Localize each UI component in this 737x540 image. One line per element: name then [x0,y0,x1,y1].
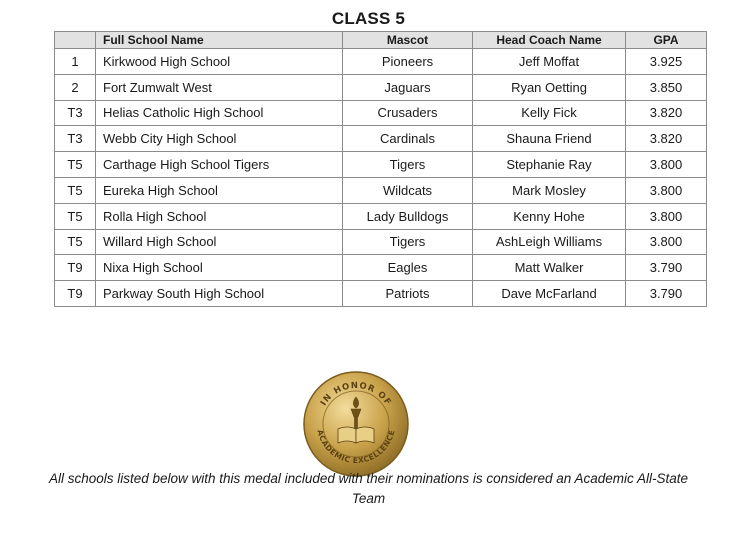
coach-cell: AshLeigh Williams [473,229,626,255]
rank-cell: 2 [55,74,96,100]
rank-cell: T9 [55,255,96,281]
rank-cell: T5 [55,203,96,229]
gpa-cell: 3.820 [626,100,707,126]
table-row [55,177,707,203]
mascot-cell: Lady Bulldogs [343,203,473,229]
rank-cell: T5 [55,152,96,178]
table-row [55,152,707,178]
coach-cell: Jeff Moffat [473,49,626,75]
mascot-cell: Jaguars [343,74,473,100]
mascot-cell: Tigers [343,152,473,178]
table-row [55,255,707,281]
rank-cell: T3 [55,100,96,126]
table-row [55,100,707,126]
school-cell: Carthage High School Tigers [96,152,343,178]
mascot-cell: Cardinals [343,126,473,152]
table-row [55,281,707,307]
school-cell: Kirkwood High School [96,49,343,75]
gpa-cell: 3.790 [626,255,707,281]
gpa-cell: 3.820 [626,126,707,152]
caption-line-2: Team [351,491,386,506]
medal-bottom-text: ACADEMIC EXCELLENCE [315,428,397,466]
coach-cell: Mark Mosley [473,177,626,203]
gpa-cell: 3.790 [626,281,707,307]
header-mascot: Mascot [343,32,473,49]
coach-cell: Shauna Friend [473,126,626,152]
gpa-cell: 3.800 [626,229,707,255]
rank-cell: T5 [55,229,96,255]
school-cell: Willard High School [96,229,343,255]
school-cell: Fort Zumwalt West [96,74,343,100]
mascot-cell: Patriots [343,281,473,307]
coach-cell: Stephanie Ray [473,152,626,178]
page-title: CLASS 5 [331,9,406,28]
school-cell: Eureka High School [96,177,343,203]
gpa-cell: 3.800 [626,152,707,178]
mascot-cell: Crusaders [343,100,473,126]
table-header-row [55,32,707,49]
table-row [55,126,707,152]
mascot-cell: Tigers [343,229,473,255]
table-row [55,49,707,75]
rank-cell: T3 [55,126,96,152]
header-gpa: GPA [626,32,707,49]
table-row [55,74,707,100]
gpa-cell: 3.800 [626,177,707,203]
coach-cell: Dave McFarland [473,281,626,307]
medal-caption [0,469,737,509]
school-cell: Helias Catholic High School [96,100,343,126]
school-cell: Rolla High School [96,203,343,229]
header-coach: Head Coach Name [473,32,626,49]
mascot-cell: Eagles [343,255,473,281]
rankings-table [54,31,707,307]
mascot-cell: Wildcats [343,177,473,203]
coach-cell: Kenny Hohe [473,203,626,229]
table-row [55,229,707,255]
gpa-cell: 3.800 [626,203,707,229]
header-school-name: Full School Name [96,32,343,49]
mascot-cell: Pioneers [343,49,473,75]
school-cell: Webb City High School [96,126,343,152]
rank-cell: T9 [55,281,96,307]
coach-cell: Kelly Fick [473,100,626,126]
coach-cell: Ryan Oetting [473,74,626,100]
rank-cell: 1 [55,49,96,75]
rank-cell: T5 [55,177,96,203]
table-row [55,203,707,229]
gpa-cell: 3.925 [626,49,707,75]
coach-cell: Matt Walker [473,255,626,281]
academic-excellence-medal-icon [303,371,409,477]
school-cell: Parkway South High School [96,281,343,307]
medal-top-text: IN HONOR OF [318,380,394,408]
gpa-cell: 3.850 [626,74,707,100]
school-cell: Nixa High School [96,255,343,281]
book-icon [338,427,374,443]
caption-line-1: All schools listed below with this medal included with their nominations is considered an Academic All-State [48,471,689,486]
header-rank [55,32,96,49]
